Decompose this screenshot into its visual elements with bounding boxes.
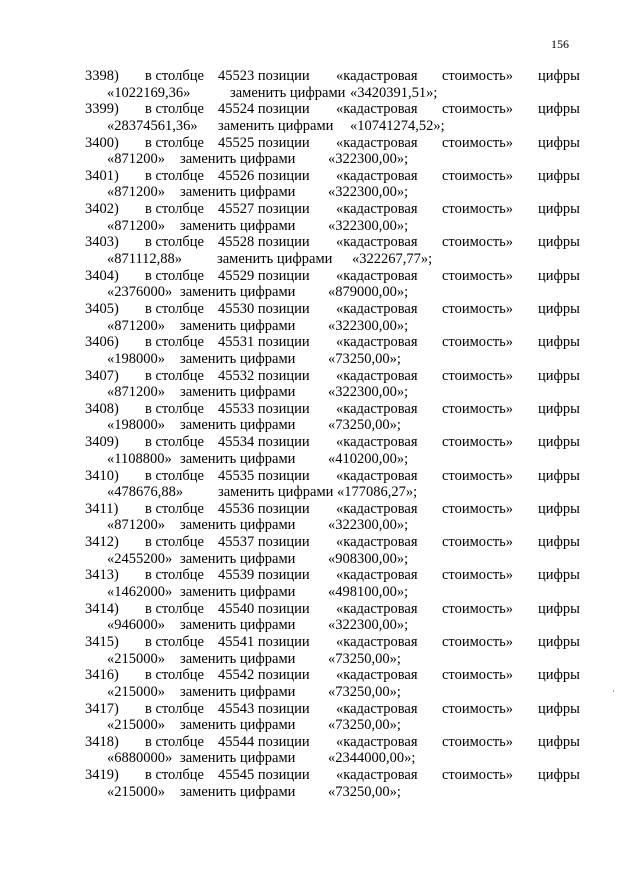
- value-word: стоимость»: [442, 600, 514, 617]
- old-value: «215000»: [107, 683, 165, 700]
- cadastral-word: «кадастровая: [336, 400, 418, 417]
- position-label: 45545 позиции: [218, 767, 310, 784]
- new-value: «73250,00»;: [328, 650, 401, 667]
- digits-word: цифры: [538, 167, 580, 184]
- value-word: стоимость»: [442, 733, 514, 750]
- new-value: «73250,00»;: [328, 350, 401, 367]
- value-word: стоимость»: [442, 467, 514, 484]
- replace-label: заменить цифрами: [230, 84, 346, 101]
- cadastral-word: «кадастровая: [336, 334, 418, 351]
- item-number: 3412): [85, 534, 119, 551]
- new-value: «410200,00»;: [328, 450, 409, 467]
- cadastral-word: «кадастровая: [336, 234, 418, 251]
- cadastral-word: «кадастровая: [336, 434, 418, 451]
- position-label: 45536 позиции: [218, 500, 310, 517]
- position-label: 45529 позиции: [218, 267, 310, 284]
- position-label: 45532 позиции: [218, 367, 310, 384]
- old-value: «871200»: [107, 184, 165, 201]
- position-label: 45530 позиции: [218, 301, 310, 318]
- column-label: в столбце: [145, 434, 204, 451]
- column-label: в столбце: [145, 68, 204, 84]
- item-number: 3401): [85, 167, 119, 184]
- old-value: «198000»: [107, 417, 165, 434]
- column-label: в столбце: [145, 267, 204, 284]
- replace-label: заменить цифрами: [180, 350, 296, 367]
- item-number: 3413): [85, 567, 119, 584]
- item-number: 3418): [85, 733, 119, 750]
- new-value: «498100,00»;: [328, 583, 409, 600]
- cadastral-word: «кадастровая: [336, 767, 418, 784]
- cadastral-word: «кадастровая: [336, 301, 418, 318]
- item-number: 3407): [85, 367, 119, 384]
- cadastral-word: «кадастровая: [336, 534, 418, 551]
- digits-word: цифры: [538, 567, 580, 584]
- digits-word: цифры: [538, 700, 580, 717]
- value-word: стоимость»: [442, 500, 514, 517]
- position-label: 45527 позиции: [218, 201, 310, 218]
- digits-word: цифры: [538, 334, 580, 351]
- value-word: стоимость»: [442, 634, 514, 651]
- column-label: в столбце: [145, 700, 204, 717]
- column-label: в столбце: [145, 534, 204, 551]
- item-number: 3411): [85, 500, 119, 517]
- old-value: «871200»: [107, 317, 165, 334]
- digits-word: цифры: [538, 434, 580, 451]
- new-value: «73250,00»;: [328, 683, 401, 700]
- replace-label: заменить цифрами: [217, 250, 333, 267]
- position-label: 45537 позиции: [218, 534, 310, 551]
- value-word: стоимость»: [442, 234, 514, 251]
- old-value: «946000»: [107, 617, 165, 634]
- item-number: 3409): [85, 434, 119, 451]
- column-label: в столбце: [145, 733, 204, 750]
- new-value: «3420391,51»;: [350, 84, 438, 101]
- cadastral-word: «кадастровая: [336, 101, 418, 118]
- column-label: в столбце: [145, 167, 204, 184]
- cadastral-word: «кадастровая: [336, 667, 418, 684]
- page-number: 156: [551, 37, 569, 51]
- new-value: «322300,00»;: [328, 217, 409, 234]
- digits-word: цифры: [538, 634, 580, 651]
- new-value: «322300,00»;: [328, 384, 409, 401]
- cadastral-word: «кадастровая: [336, 634, 418, 651]
- digits-word: цифры: [538, 101, 580, 118]
- cadastral-word: «кадастровая: [336, 201, 418, 218]
- digits-word: цифры: [538, 134, 580, 151]
- column-label: в столбце: [145, 367, 204, 384]
- old-value: «871200»: [107, 517, 165, 534]
- value-word: стоимость»: [442, 167, 514, 184]
- new-value: «177086,27»;: [337, 484, 418, 501]
- replace-label: заменить цифрами: [180, 417, 296, 434]
- old-value: «198000»: [107, 350, 165, 367]
- old-value: «871112,88»: [107, 250, 183, 267]
- replace-label: заменить цифрами: [180, 683, 296, 700]
- cadastral-word: «кадастровая: [336, 567, 418, 584]
- digits-word: цифры: [538, 267, 580, 284]
- item-number: 3399): [85, 101, 119, 118]
- item-number: 3408): [85, 400, 119, 417]
- position-label: 45541 позиции: [218, 634, 310, 651]
- new-value: «73250,00»;: [328, 417, 401, 434]
- column-label: в столбце: [145, 667, 204, 684]
- value-word: стоимость»: [442, 767, 514, 784]
- position-label: 45526 позиции: [218, 167, 310, 184]
- replace-label: заменить цифрами: [180, 583, 296, 600]
- value-word: стоимость»: [442, 700, 514, 717]
- column-label: в столбце: [145, 201, 204, 218]
- column-label: в столбце: [145, 467, 204, 484]
- position-label: 45524 позиции: [218, 101, 310, 118]
- column-label: в столбце: [145, 500, 204, 517]
- old-value: «6880000»: [107, 750, 173, 767]
- item-number: 3400): [85, 134, 119, 151]
- column-label: в столбце: [145, 567, 204, 584]
- replace-label: заменить цифрами: [218, 484, 334, 501]
- replace-label: заменить цифрами: [180, 284, 296, 301]
- position-label: 45539 позиции: [218, 567, 310, 584]
- replace-label: заменить цифрами: [180, 550, 296, 567]
- old-value: «28374561,36»: [107, 117, 198, 134]
- item-number: 3398): [85, 68, 119, 84]
- cadastral-word: «кадастровая: [336, 367, 418, 384]
- digits-word: цифры: [538, 600, 580, 617]
- digits-word: цифры: [538, 367, 580, 384]
- new-value: «10741274,52»;: [350, 117, 445, 134]
- digits-word: цифры: [538, 234, 580, 251]
- digits-word: цифры: [538, 68, 580, 84]
- new-value: «73250,00»;: [328, 717, 401, 734]
- value-word: стоимость»: [442, 301, 514, 318]
- cadastral-word: «кадастровая: [336, 267, 418, 284]
- item-number: 3403): [85, 234, 119, 251]
- value-word: стоимость»: [442, 567, 514, 584]
- value-word: стоимость»: [442, 201, 514, 218]
- column-label: в столбце: [145, 334, 204, 351]
- cadastral-word: «кадастровая: [336, 134, 418, 151]
- item-number: 3415): [85, 634, 119, 651]
- value-word: стоимость»: [442, 367, 514, 384]
- replace-label: заменить цифрами: [180, 783, 296, 800]
- item-number: 3417): [85, 700, 119, 717]
- column-label: в столбце: [145, 634, 204, 651]
- old-value: «1462000»: [107, 583, 173, 600]
- position-label: 45528 позиции: [218, 234, 310, 251]
- digits-word: цифры: [538, 467, 580, 484]
- item-number: 3406): [85, 334, 119, 351]
- position-label: 45531 позиции: [218, 334, 310, 351]
- item-number: 3402): [85, 201, 119, 218]
- digits-word: цифры: [538, 400, 580, 417]
- item-number: 3416): [85, 667, 119, 684]
- old-value: «215000»: [107, 717, 165, 734]
- replace-label: заменить цифрами: [180, 717, 296, 734]
- cadastral-word: «кадастровая: [336, 600, 418, 617]
- new-value: «322300,00»;: [328, 317, 409, 334]
- old-value: «215000»: [107, 650, 165, 667]
- cadastral-word: «кадастровая: [336, 167, 418, 184]
- position-label: 45523 позиции: [218, 68, 310, 84]
- old-value: «2455200»: [107, 550, 173, 567]
- cadastral-word: «кадастровая: [336, 733, 418, 750]
- column-label: в столбце: [145, 234, 204, 251]
- cadastral-word: «кадастровая: [336, 500, 418, 517]
- digits-word: цифры: [538, 667, 580, 684]
- new-value: «322300,00»;: [328, 617, 409, 634]
- value-word: стоимость»: [442, 534, 514, 551]
- new-value: «322300,00»;: [328, 517, 409, 534]
- cadastral-word: «кадастровая: [336, 467, 418, 484]
- item-number: 3419): [85, 767, 119, 784]
- column-label: в столбце: [145, 134, 204, 151]
- replace-label: заменить цифрами: [180, 317, 296, 334]
- position-label: 45542 позиции: [218, 667, 310, 684]
- new-value: «2344000,00»;: [328, 750, 416, 767]
- position-label: 45535 позиции: [218, 467, 310, 484]
- old-value: «871200»: [107, 151, 165, 168]
- cadastral-word: «кадастровая: [336, 700, 418, 717]
- column-label: в столбце: [145, 767, 204, 784]
- value-word: стоимость»: [442, 68, 514, 84]
- column-label: в столбце: [145, 600, 204, 617]
- scan-speck: ·: [612, 687, 615, 696]
- position-label: 45540 позиции: [218, 600, 310, 617]
- new-value: «879000,00»;: [328, 284, 409, 301]
- value-word: стоимость»: [442, 101, 514, 118]
- digits-word: цифры: [538, 767, 580, 784]
- replace-label: заменить цифрами: [180, 617, 296, 634]
- column-label: в столбце: [145, 400, 204, 417]
- position-label: 45543 позиции: [218, 700, 310, 717]
- item-number: 3414): [85, 600, 119, 617]
- item-number: 3405): [85, 301, 119, 318]
- replace-label: заменить цифрами: [180, 184, 296, 201]
- item-number: 3410): [85, 467, 119, 484]
- value-word: стоимость»: [442, 434, 514, 451]
- new-value: «322300,00»;: [328, 151, 409, 168]
- new-value: «73250,00»;: [328, 783, 401, 800]
- replace-label: заменить цифрами: [180, 384, 296, 401]
- position-label: 45525 позиции: [218, 134, 310, 151]
- value-word: стоимость»: [442, 267, 514, 284]
- replace-label: заменить цифрами: [180, 517, 296, 534]
- old-value: «871200»: [107, 217, 165, 234]
- column-label: в столбце: [145, 101, 204, 118]
- value-word: стоимость»: [442, 134, 514, 151]
- new-value: «322267,77»;: [352, 250, 433, 267]
- new-value: «322300,00»;: [328, 184, 409, 201]
- column-label: в столбце: [145, 301, 204, 318]
- old-value: «478676,88»: [107, 484, 184, 501]
- value-word: стоимость»: [442, 334, 514, 351]
- replace-label: заменить цифрами: [180, 151, 296, 168]
- digits-word: цифры: [538, 500, 580, 517]
- replace-label: заменить цифрами: [180, 217, 296, 234]
- digits-word: цифры: [538, 534, 580, 551]
- digits-word: цифры: [538, 201, 580, 218]
- value-word: стоимость»: [442, 667, 514, 684]
- old-value: «215000»: [107, 783, 165, 800]
- old-value: «871200»: [107, 384, 165, 401]
- cadastral-word: «кадастровая: [336, 68, 418, 84]
- old-value: «2376000»: [107, 284, 173, 301]
- new-value: «908300,00»;: [328, 550, 409, 567]
- position-label: 45533 позиции: [218, 400, 310, 417]
- value-word: стоимость»: [442, 400, 514, 417]
- replace-label: заменить цифрами: [180, 450, 296, 467]
- digits-word: цифры: [538, 733, 580, 750]
- position-label: 45544 позиции: [218, 733, 310, 750]
- item-number: 3404): [85, 267, 119, 284]
- replace-label: заменить цифрами: [180, 750, 296, 767]
- digits-word: цифры: [538, 301, 580, 318]
- old-value: «1108800»: [107, 450, 172, 467]
- replace-label: заменить цифрами: [180, 650, 296, 667]
- replace-label: заменить цифрами: [218, 117, 334, 134]
- old-value: «1022169,36»: [107, 84, 191, 101]
- position-label: 45534 позиции: [218, 434, 310, 451]
